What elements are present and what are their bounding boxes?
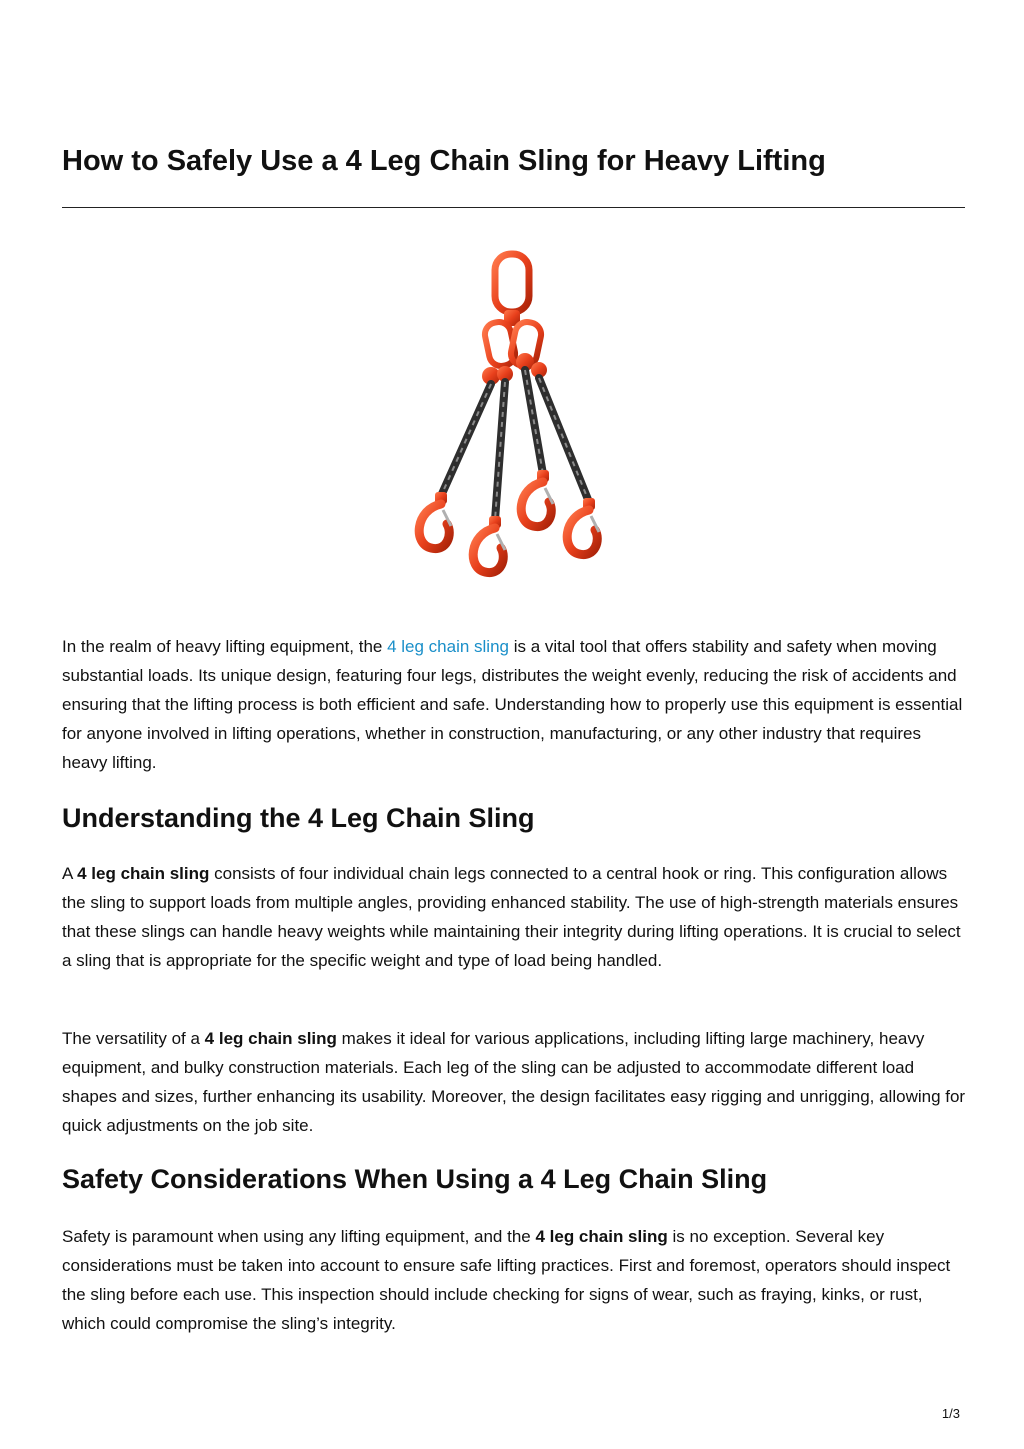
title-divider — [62, 207, 965, 208]
safety-paragraph-1: Safety is paramount when using any lifting equipment, and the 4 leg chain sling is no exception. Several key considerations must be taken into account to ensure safe lifting practices. First and foremost, operators should inspect the sling before each use. This inspection should include checking for signs of wear, such as fraying, kinks, or rust, which could compromise the sling’s integrity. — [62, 1227, 951, 1333]
section-heading-understanding: Understanding the 4 Leg Chain Sling — [62, 803, 535, 833]
section-heading-safety: Safety Considerations When Using a 4 Leg Chain Sling — [62, 1164, 768, 1194]
understanding-paragraph-2: The versatility of a 4 leg chain sling makes it ideal for various applications, including lifting large machinery, heavy equipment, and bulky construction materials. Each leg of the sling can be adjusted to accommodate different load shapes and sizes, further enhancing its usability. Moreover, the design facilitates easy rigging and unrigging, allowing for quick adjustments on the job site. — [62, 1029, 966, 1135]
page-number: 1/3 — [941, 1406, 960, 1421]
sling-link[interactable]: 4 leg chain sling — [387, 637, 509, 656]
page-title: How to Safely Use a 4 Leg Chain Sling for Heavy Lifting — [62, 145, 826, 177]
chain-sling-image — [403, 248, 625, 584]
intro-paragraph: In the realm of heavy lifting equipment, the 4 leg chain sling is a vital tool that offers stability and safety when moving substantial loads. Its unique design, featuring four legs, distributes the weight evenly, reducing the risk of accidents and ensuring that the lifting process is both efficient and safe. Understanding how to properly use this equipment is essential for anyone involved in lifting operations, whether in construction, manufacturing, or any other industry that requires heavy lifting. — [62, 637, 963, 772]
understanding-paragraph-1: A 4 leg chain sling consists of four individual chain legs connected to a central hook or ring. This configuration allows the sling to support loads from multiple angles, providing enhanced stability. The use of high-strength materials ensures that these slings can handle heavy weights while maintaining their integrity during lifting operations. It is crucial to select a sling that is appropriate for the specific weight and type of load being handled. — [62, 864, 961, 970]
